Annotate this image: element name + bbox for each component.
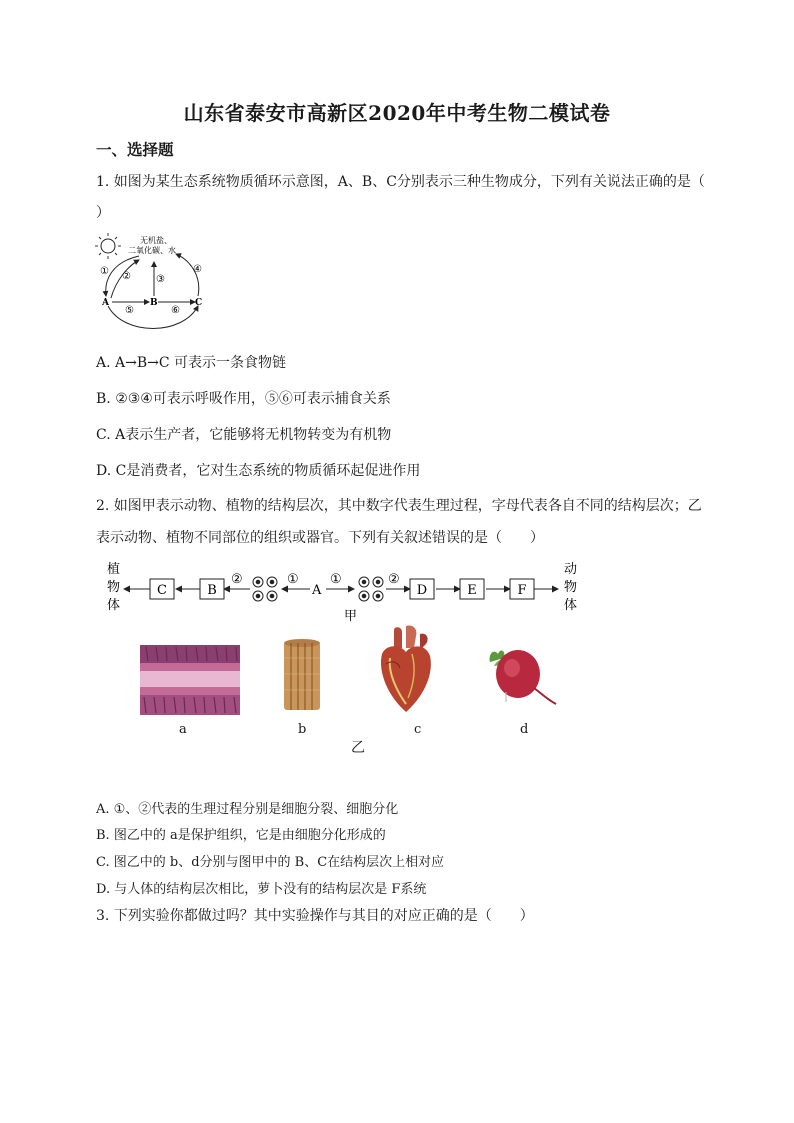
process-1-right: ①	[330, 572, 342, 587]
image-a-label: a	[179, 722, 187, 737]
question-1-stem: 1. 如图为某生态系统物质循环示意图，A、B、C分别表示三种生物成分，下列有关说法正确的是（	[96, 174, 705, 190]
animal-body-char-3: 体	[564, 598, 578, 613]
cell-cluster-right-icon	[359, 577, 383, 601]
process-4: ④	[193, 264, 202, 275]
animal-body-char-2: 物	[564, 580, 578, 595]
plant-body-char-3: 体	[107, 598, 121, 613]
node-c: C	[195, 298, 203, 308]
q1-option-a: A. A→B→C 可表示一条食物链	[96, 355, 287, 371]
level-c: C	[157, 583, 167, 598]
process-5: ⑤	[125, 305, 134, 316]
q2-option-c: C. 图乙中的 b、d分别与图甲中的 B、C在结构层次上相对应	[96, 855, 445, 870]
level-f: F	[517, 583, 527, 598]
q2-option-b: B. 图乙中的 a是保护组织，它是由细胞分化形成的	[96, 828, 386, 843]
inorganic-label-2: 二氧化碳、水	[128, 246, 176, 255]
plant-body-char-1: 植	[107, 562, 121, 577]
cell-a: A	[312, 583, 322, 598]
epithelial-tissue-image	[140, 645, 240, 715]
process-1-left: ①	[287, 572, 299, 587]
process-1: ①	[100, 266, 109, 277]
image-d-label: d	[520, 722, 529, 737]
process-2: ②	[122, 271, 131, 282]
page-title: 山东省泰安市高新区2020年中考生物二模试卷	[183, 101, 611, 125]
q2-option-a: A. ①、②代表的生理过程分别是细胞分裂、细胞分化	[96, 802, 399, 817]
animal-body-char-1: 动	[564, 562, 578, 577]
node-a: A	[102, 298, 109, 308]
process-2-left: ②	[231, 572, 243, 587]
process-6: ⑥	[171, 305, 180, 316]
image-b-label: b	[298, 722, 307, 737]
figure-yi-caption: 乙	[351, 740, 365, 756]
process-3: ③	[156, 274, 165, 285]
structure-hierarchy-diagram	[100, 558, 590, 630]
figure-jia-caption: 甲	[344, 609, 358, 624]
image-c-label: c	[414, 722, 422, 737]
section-heading: 一、选择题	[96, 140, 174, 159]
question-2-stem-end: 表示动物、植物不同部位的组织或器官。下列有关叙述错误的是（ ）	[96, 530, 544, 546]
plant-body-char-2: 物	[107, 580, 121, 595]
node-b: B	[150, 298, 158, 308]
level-b: B	[207, 583, 217, 598]
question-2-stem: 2. 如图甲表示动物、植物的结构层次，其中数字代表生理过程，字母代表各自不同的结构层次；乙	[96, 498, 702, 514]
cell-cluster-left-icon	[253, 577, 277, 601]
q1-option-b: B. ②③④可表示呼吸作用，⑤⑥可表示捕食关系	[96, 391, 391, 407]
muscle-fiber-image	[282, 638, 322, 714]
level-e: E	[467, 583, 477, 598]
q1-option-d: D. C是消费者，它对生态系统的物质循环起促进作用	[96, 463, 421, 479]
level-d: D	[416, 583, 428, 598]
process-2-right: ②	[388, 572, 400, 587]
q1-option-c: C. A表示生产者，它能够将无机物转变为有机物	[96, 427, 392, 443]
inorganic-label-1: 无机盐、	[140, 236, 172, 245]
radish-image	[484, 640, 560, 710]
matter-cycle-diagram	[94, 232, 224, 342]
sun-icon	[95, 233, 121, 259]
question-1-stem-end: ）	[96, 205, 110, 221]
question-3-stem: 3. 下列实验你都做过吗？其中实验操作与其目的对应正确的是（ ）	[96, 908, 534, 924]
q2-option-d: D. 与人体的结构层次相比，萝卜没有的结构层次是 F系统	[96, 882, 427, 897]
heart-image	[372, 624, 438, 716]
